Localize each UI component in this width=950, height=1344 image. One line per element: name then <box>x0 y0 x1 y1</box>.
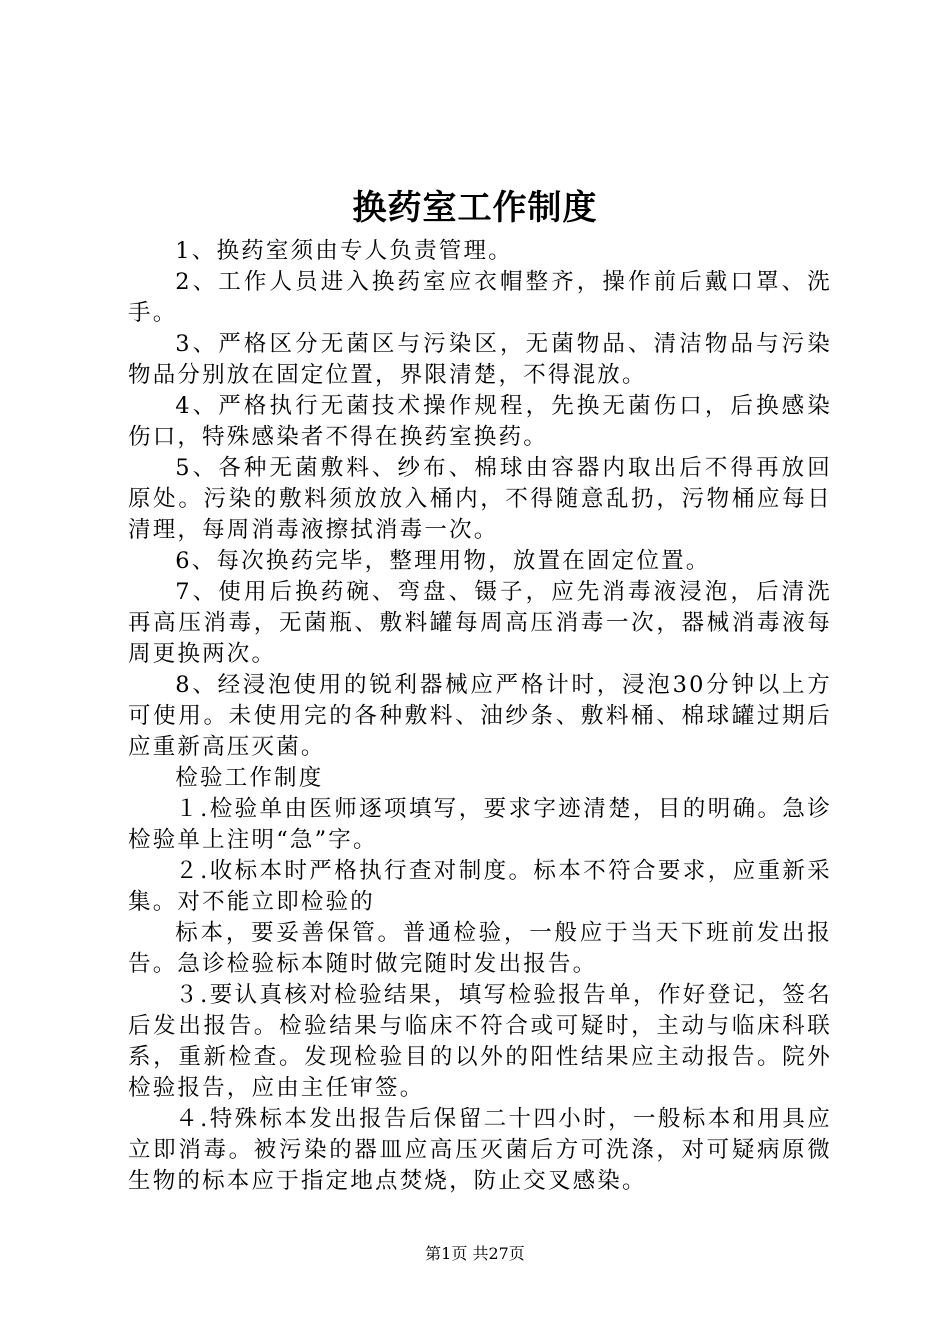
section-heading: 检验工作制度 <box>175 765 324 791</box>
paragraph-10: ２.收标本时严格执行查对制度。标本不符合要求，应重新采集。对不能立即检验的 <box>128 858 832 915</box>
paragraph-13: ４.特殊标本发出报告后保留二十四小时，一般标本和用具应立即消毒。被污染的器皿应高压灭菌后方可洗涤，对可疑病原微生物的标本应于指定地点焚烧，防止交叉感染。 <box>128 1106 832 1194</box>
page-number-footer: 第1页 共27页 <box>425 1244 525 1263</box>
paragraph-4: 4、严格执行无菌技术操作规程，先换无菌伤口，后换感染伤口，特殊感染者不得在换药室换药。 <box>128 393 832 450</box>
paragraph-3: 3、严格区分无菌区与污染区，无菌物品、清洁物品与污染物品分别放在固定位置，界限清楚，不得混放。 <box>128 331 832 388</box>
paragraph-12: ３.要认真核对检验结果，填写检验报告单，作好登记，签名后发出报告。检验结果与临床不符合或可疑时，主动与临床科联系，重新检查。发现检验目的以外的阳性结果应主动报告。院外检验报告，应由主任审签。 <box>128 982 832 1101</box>
paragraph-11: 标本，要妥善保管。普通检验，一般应于当天下班前发出报告。急诊检验标本随时做完随时发出报告。 <box>128 920 832 977</box>
paragraph-1: 1、换药室须由专人负责管理。 <box>175 238 513 264</box>
paragraph-8: 8、经浸泡使用的锐利器械应严格计时，浸泡30分钟以上方可使用。未使用完的各种敷料、油纱条、敷料桶、棉球罐过期后应重新高压灭菌。 <box>128 672 832 760</box>
paragraph-5: 5、各种无菌敷料、纱布、棉球由容器内取出后不得再放回原处。污染的敷料须放放入桶内，不得随意乱扔，污物桶应每日清理，每周消毒液擦拭消毒一次。 <box>128 455 832 543</box>
paragraph-7: 7、使用后换药碗、弯盘、镊子，应先消毒液浸泡，后清洗再高压消毒，无菌瓶、敷料罐每周高压消毒一次，器械消毒液每周更换两次。 <box>128 579 832 667</box>
document-title: 换药室工作制度 <box>352 188 598 228</box>
paragraph-9: １.检验单由医师逐项填写，要求字迹清楚，目的明确。急诊检验单上注明“急”字。 <box>128 796 832 853</box>
paragraph-2: 2、工作人员进入换药室应衣帽整齐，操作前后戴口罩、洗手。 <box>128 269 832 326</box>
document-body <box>128 236 832 1197</box>
paragraph-6: 6、每次换药完毕，整理用物，放置在固定位置。 <box>175 548 711 574</box>
